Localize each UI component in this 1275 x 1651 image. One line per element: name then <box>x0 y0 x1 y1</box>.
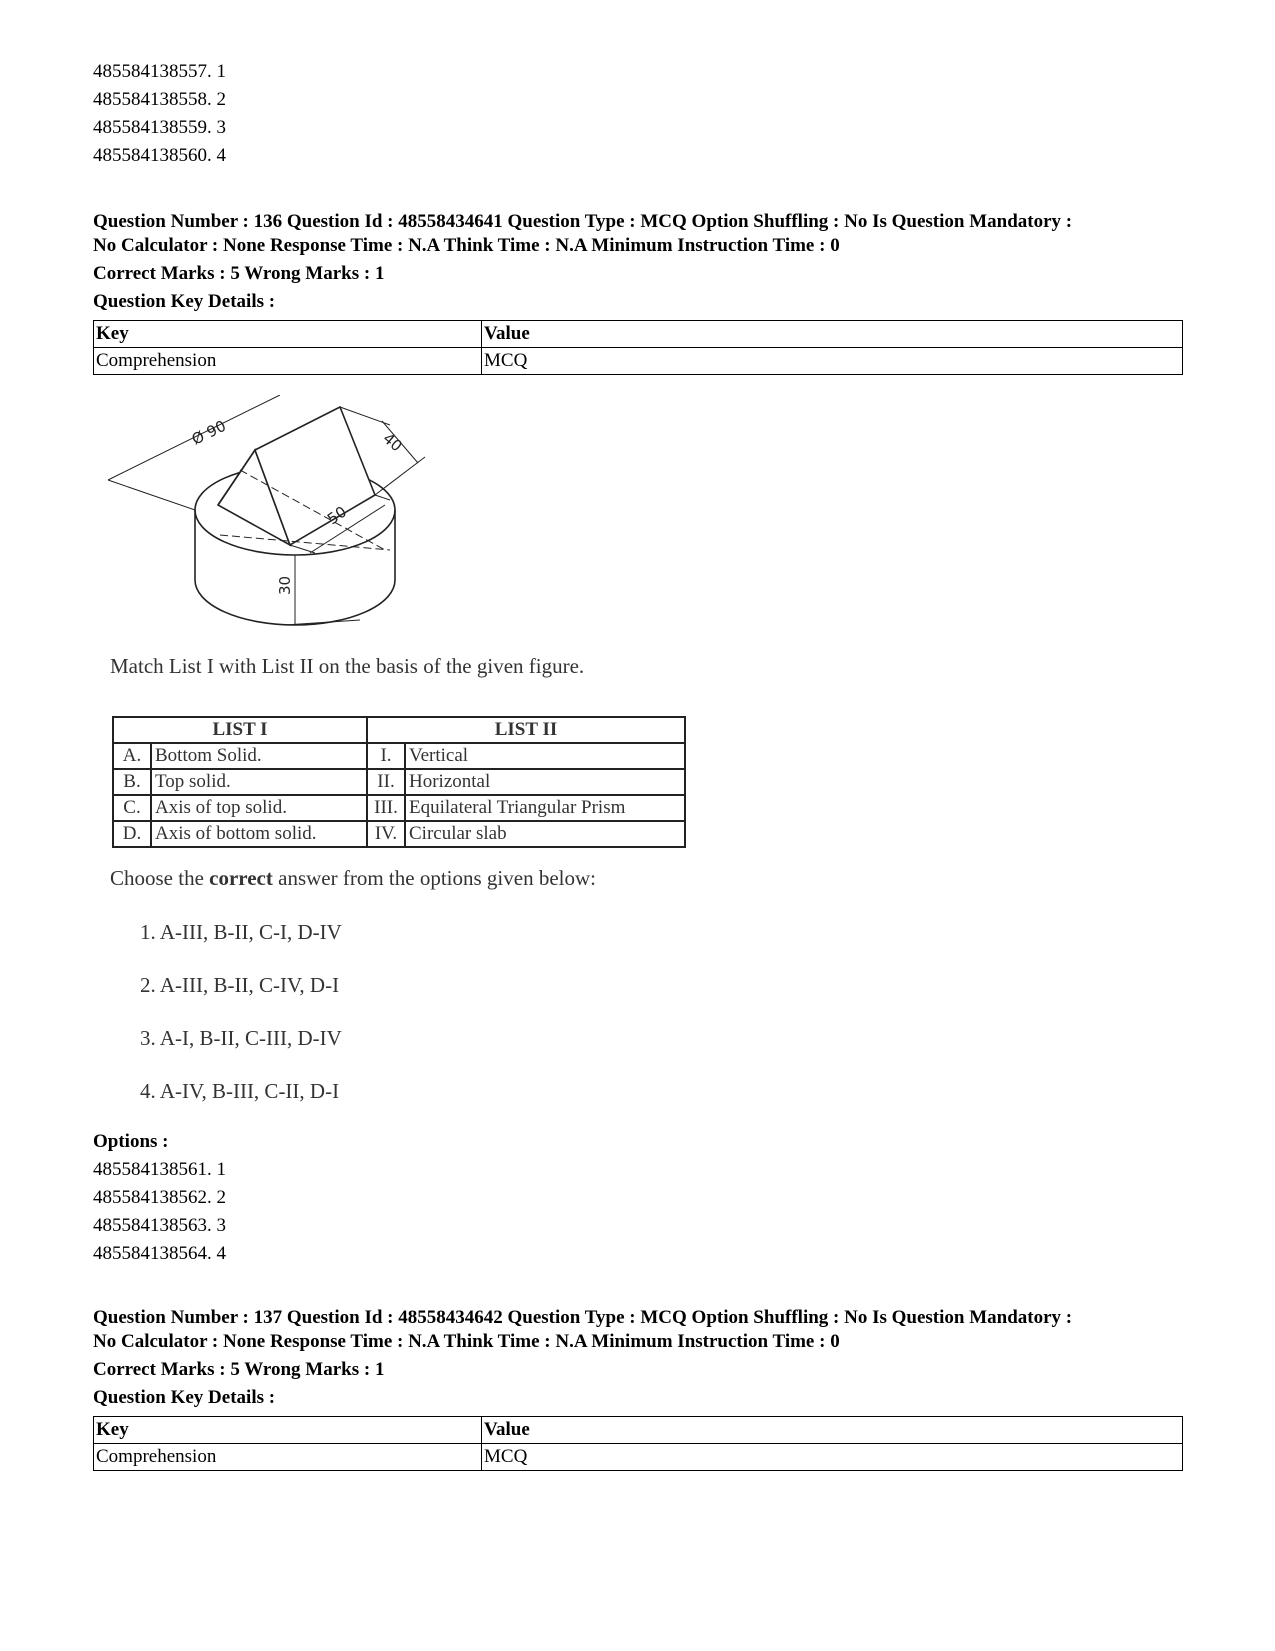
option-1: 485584138561. 1 <box>93 1159 226 1180</box>
q137-key-table <box>93 1416 1183 1471</box>
list1-text: Axis of bottom solid. <box>151 821 367 847</box>
key-header: Key <box>94 321 482 348</box>
list1-header: LIST I <box>113 717 367 743</box>
question-stem: Match List I with List II on the basis of the given figure. <box>110 654 585 678</box>
prev-option-1: 485584138557. 1 <box>93 61 226 82</box>
side-label: 50 <box>323 502 350 529</box>
list1-index: B. <box>113 769 151 795</box>
value-header: Value <box>482 321 1183 348</box>
q136-header-line1: Question Number : 136 Question Id : 48558434641 Question Type : MCQ Option Shuffling : No Is Question Mandatory : <box>93 211 1073 232</box>
list1-index: D. <box>113 821 151 847</box>
q137-header <box>93 1306 1193 1354</box>
q137-header-line1: Question Number : 137 Question Id : 48558434642 Question Type : MCQ Option Shuffling : No Is Question Mandatory : <box>93 1307 1073 1328</box>
list2-index: IV. <box>367 821 405 847</box>
list2-header: LIST II <box>367 717 685 743</box>
prev-option-3: 485584138559. 3 <box>93 117 226 138</box>
list-row <box>113 821 685 847</box>
option-2: 485584138562. 2 <box>93 1187 226 1208</box>
list2-text: Circular slab <box>405 821 685 847</box>
option-3: 485584138563. 3 <box>93 1215 226 1236</box>
q137-header-line2: No Calculator : None Response Time : N.A Think Time : N.A Minimum Instruction Time : 0 <box>93 1331 840 1352</box>
q136-key-details-label: Question Key Details : <box>93 291 276 312</box>
list2-index: III. <box>367 795 405 821</box>
choice-1: 1. A-III, B-II, C-I, D-IV <box>140 920 342 944</box>
list2-index: II. <box>367 769 405 795</box>
prev-option-4: 485584138560. 4 <box>93 145 226 166</box>
list2-text: Horizontal <box>405 769 685 795</box>
prev-option-2: 485584138558. 2 <box>93 89 226 110</box>
options-label: Options : <box>93 1131 169 1152</box>
choice-3: 3. A-I, B-II, C-III, D-IV <box>140 1026 342 1050</box>
list1-text: Top solid. <box>151 769 367 795</box>
list2-text: Equilateral Triangular Prism <box>405 795 685 821</box>
list-row <box>113 795 685 821</box>
key-cell: Comprehension <box>94 1444 482 1471</box>
key-header: Key <box>94 1417 482 1444</box>
isometric-figure <box>100 395 460 655</box>
q137-key-details-label: Question Key Details : <box>93 1387 276 1408</box>
choose-bold: correct <box>209 866 273 890</box>
list1-text: Axis of top solid. <box>151 795 367 821</box>
list1-text: Bottom Solid. <box>151 743 367 769</box>
q136-marks: Correct Marks : 5 Wrong Marks : 1 <box>93 263 385 284</box>
list1-index: A. <box>113 743 151 769</box>
list-row <box>113 769 685 795</box>
diameter-label: Ø 90 <box>188 416 229 449</box>
choice-4: 4. A-IV, B-III, C-II, D-I <box>140 1079 340 1103</box>
match-list-table <box>112 716 686 848</box>
q136-header <box>93 210 1193 258</box>
length-label: 40 <box>379 429 406 456</box>
height-label: 30 <box>276 575 294 595</box>
list2-text: Vertical <box>405 743 685 769</box>
choose-prefix: Choose the <box>110 866 210 890</box>
value-cell: MCQ <box>482 1444 1183 1471</box>
q136-header-line2: No Calculator : None Response Time : N.A Think Time : N.A Minimum Instruction Time : 0 <box>93 235 840 256</box>
value-cell: MCQ <box>482 348 1183 375</box>
q137-marks: Correct Marks : 5 Wrong Marks : 1 <box>93 1359 385 1380</box>
choice-2: 2. A-III, B-II, C-IV, D-I <box>140 973 340 997</box>
list1-index: C. <box>113 795 151 821</box>
value-header: Value <box>482 1417 1183 1444</box>
option-4: 485584138564. 4 <box>93 1243 226 1264</box>
list2-index: I. <box>367 743 405 769</box>
q136-key-table <box>93 320 1183 375</box>
list-row <box>113 743 685 769</box>
choose-instruction <box>110 866 596 891</box>
key-cell: Comprehension <box>94 348 482 375</box>
choose-suffix: answer from the options given below: <box>272 866 596 890</box>
